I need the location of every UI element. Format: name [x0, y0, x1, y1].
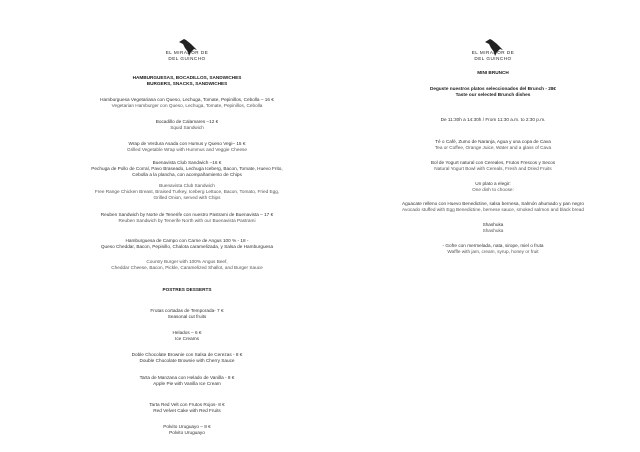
menu-item-translation: Vegetarian Hamburger con Queso, Lechuga, Tomate, Pepinillos, Cebolla — [111, 103, 263, 108]
brunch-item-translation: Waffle with jam, cream, syrup, honey or fruit — [447, 249, 539, 254]
logo-line-1: EL MIRADOR DE — [165, 50, 209, 55]
menu-item-description: Pechuga de Pollo de Corral, Pavo Braseado, Lechuga Iceberg, Bacon, Tomate, Huevo Frito, — [91, 166, 283, 171]
brunch-choice-label: Un plato a elegir: — [475, 181, 511, 186]
brunch-intro-translation: Taste our selected Brunch dishes — [455, 92, 531, 97]
menu-item-name: Buenavista Club Sandwich –16 € — [152, 160, 222, 165]
brunch-choice-translation: One dish to choose: — [472, 187, 514, 192]
brunch-item-name: Aguacate relleno con Huevo Benedictine, salsa bernesa, Salmón ahumado y pan negro — [402, 201, 584, 206]
dessert-name: Doble Chocolate Brownie con Salsa de Cerezas - 8 € — [131, 352, 243, 357]
brunch-item-name: Té o Café, Zumo de Naranja, Agua y una copa de Cava — [435, 139, 551, 144]
brunch-heading: MINI BRUNCH — [477, 70, 509, 75]
dessert-translation: Polvito Uruguayo — [169, 430, 205, 435]
brunch-item-name: - Gofre con mermelada, nata, sirope, miel o fruta — [442, 243, 544, 248]
section-subheading: BURGERS, SNACKS, SANDWICHES — [146, 81, 228, 86]
brunch-intro: Deguste nuestros platos seleccionados del Brunch - 28€ — [429, 86, 557, 91]
menu-item-name: Hamburguesa Vegetariana con Queso, Lechuga, Tomate, Pepinillos, Cebolla – 16 € — [100, 97, 274, 102]
menu-item-description: Queso Cheddar, Bacon, Pepinillo, Chalota caramelizada, y Salsa de Hamburguesa — [100, 244, 274, 249]
dessert-translation: Red Velvet Cake with Red Fruits — [153, 408, 221, 413]
logo-line-1: EL MIRADOR DE — [471, 50, 515, 55]
dessert-translation: Ice Creams — [175, 336, 199, 341]
menu-item-translation: Country Burger with 100% Angus Beef, — [146, 259, 228, 264]
dessert-name: Frutas cortadas de Temporada- 7 € — [150, 308, 224, 313]
logo-line-2: DEL GUINCHO — [168, 56, 206, 61]
menu-item-name: Reuben Sandwich by Norte de Tenerife con nuestro Pastrami de Buenavista – 17 € — [100, 212, 274, 217]
menu-item-translation: Squid Sandwich — [170, 125, 204, 130]
menu-item-name: Hamburguesa de Campo con Carne de Angus 100 % - 18 - — [125, 238, 249, 243]
desserts-heading: POSTRES DESSERTS — [162, 287, 212, 292]
dessert-name: Tarta Red Velt con Frutos Rojos- 8 € — [149, 402, 225, 407]
brunch-hours: De 11:30h a 14:30h / From 11:30 a.m. to 2:30 p.m. — [440, 117, 546, 122]
menu-item-translation: Cheddar Cheese, Bacon, Pickle, Caramelized Shallot, and Burger Sauce — [111, 265, 263, 270]
brunch-item-name: Shashuka — [482, 222, 504, 227]
menu-item-translation: Free Range Chicken Breast, Braised Turkey, Iceberg Lettuce, Bacon, Tomato, Fried Egg, — [94, 189, 280, 194]
menu-item-translation: Grilled Vegetable Wrap with Hummus and Veggie Cheese — [126, 147, 248, 152]
menu-item-name: Bocadillo de Calamares –12 € — [155, 119, 219, 124]
dessert-name: Tarta de Manzana con Helado de Vanilla - 8 € — [139, 375, 235, 380]
dessert-translation: Double Chocolate Brownie with Cherry Sauce — [139, 358, 235, 363]
dessert-translation: Apple Pie with Vanilla Ice Cream — [153, 381, 221, 386]
brunch-item-translation: Shashuka — [482, 228, 504, 233]
brunch-item-name: Bol de Yogurt natural con Cereales, Frutos Frescos y Secos — [430, 160, 556, 165]
dessert-name: Helados – 6 € — [172, 330, 202, 335]
brunch-item-translation: Tea or Coffee, Orange Juice, Water and a glass of Cava — [434, 145, 552, 150]
dessert-translation: Seasonal cut fruits — [167, 314, 207, 319]
menu-item-translation: Grilled Onion, served with Chips — [153, 195, 221, 200]
menu-item-description: Cebolla a la plancha, con acompañamiento de Chips — [132, 172, 242, 177]
brunch-item-translation: Natural Yogurt Bowl with Cereals, Fresh and Dried Fruits — [434, 166, 552, 171]
menu-item-translation: Reuben Sandwich by Tenerife North with our Buenavista Pastrami — [118, 218, 256, 223]
restaurant-logo — [147, 36, 227, 76]
logo-line-2: DEL GUINCHO — [474, 56, 512, 61]
brunch-item-translation: Avocado stuffed with Egg Benedictine, bernese sauce, smoked salmon and black bread — [402, 207, 584, 212]
menu-item-name: Wrap de Verdura Asada con Humus y Queso Vegi– 15 € — [128, 141, 246, 146]
section-heading: HAMBURGUESAS, BOCADILLOS, SANDWICHES — [132, 75, 242, 80]
dessert-name: Polvito Uruguayo – 8 € — [163, 424, 211, 429]
menu-item-translation: Buenavista Club Sandwich — [159, 183, 215, 188]
